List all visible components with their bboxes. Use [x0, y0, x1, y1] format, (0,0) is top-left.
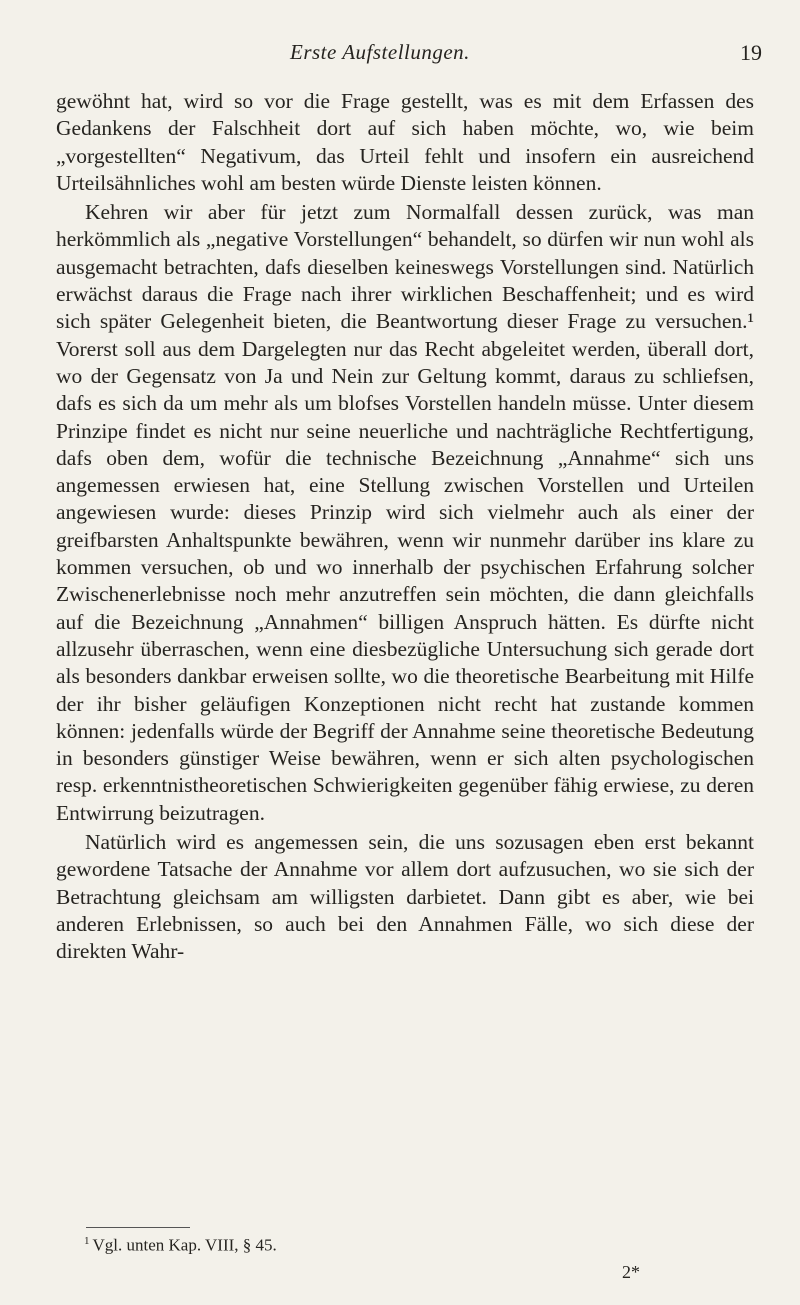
- footnote-marker: 1: [84, 1235, 90, 1247]
- body-text: [56, 88, 754, 966]
- footnote-text: Vgl. unten Kap. VIII, § 45.: [92, 1235, 277, 1255]
- footnote: [84, 1235, 277, 1256]
- paragraph-2: Kehren wir aber für jetzt zum Normalfall dessen zurück, was man herkömmlich als „negative Vorstellungen“ behandelt, so dürfen wir nun wohl als ausgemacht betrachten, dafs dieselben keineswegs Vorstellungen sind. Natürlich erwächst daraus die Frage nach ihrer wirklichen Beschaffenheit; und es wird sich später Gelegenheit bieten, die Beantwortung dieser Frage zu versuchen.¹ Vorerst soll aus dem Dargelegten nur das Recht abgeleitet werden, überall dort, wo der Gegensatz von Ja und Nein zur Geltung kommt, daraus zu schliefsen, dafs es sich da um mehr als um blofses Vorstellen handeln müsse. Unter diesem Prinzipe findet es nicht nur seine neuerliche und nachträgliche Rechtfertigung, dafs oben dem, wofür die technische Bezeichnung „Annahme“ sich uns angemessen erwiesen hat, eine Stellung zwischen Vorstellen und Urteilen angewiesen wurde: dieses Prinzip wird sich vielmehr auch als einer der greifbarsten Anhaltspunkte bewähren, wenn wir nunmehr darüber ins klare zu kommen versuchen, ob und wo innerhalb der psychischen Erfahrung solcher Zwischenerlebnisse noch mehr anzutreffen sein möchten, die dann gleichfalls auf die Bezeichnung „Annahmen“ billigen Anspruch hätten. Es dürfte nicht allzusehr überraschen, wenn eine diesbezügliche Untersuchung sich gerade dort als besonders dankbar erweisen sollte, wo die theoretische Bearbeitung mit Hilfe der ihr bisher geläufigen Konzeptionen nicht recht hat zustande kommen können: jedenfalls würde der Begriff der Annahme seine theoretische Bedeutung in besonders günstiger Weise bewähren, wenn er sich alten psychologischen resp. erkenntnistheoretischen Schwierigkeiten gegenüber fähig erwiese, zu deren Entwirrung beizutragen.: [56, 200, 754, 825]
- running-title: Erste Aufstellungen.: [290, 40, 470, 64]
- printer-signature-mark: 2*: [622, 1262, 640, 1282]
- paragraph-1: gewöhnt hat, wird so vor die Frage gestellt, was es mit dem Erfassen des Gedankens der Falschheit dort auf sich haben möchte, wo, wie beim „vorgestellten“ Negativum, das Urteil fehlt und insofern ein ausreichend Urteilsähnliches wohl am besten würde Dienste leisten können.: [56, 89, 754, 195]
- page-number: 19: [740, 40, 762, 65]
- footnote-divider: [86, 1227, 190, 1228]
- paragraph-3: Natürlich wird es angemessen sein, die uns sozusagen eben erst bekannt gewordene Tatsache der Annahme vor allem dort aufzusuchen, wo sie sich der Betrachtung gleichsam am willigsten darbietet. Dann gibt es aber, wie bei anderen Erlebnissen, so auch bei den Annahmen Fälle, wo sich diese der direkten Wahr-: [56, 830, 754, 964]
